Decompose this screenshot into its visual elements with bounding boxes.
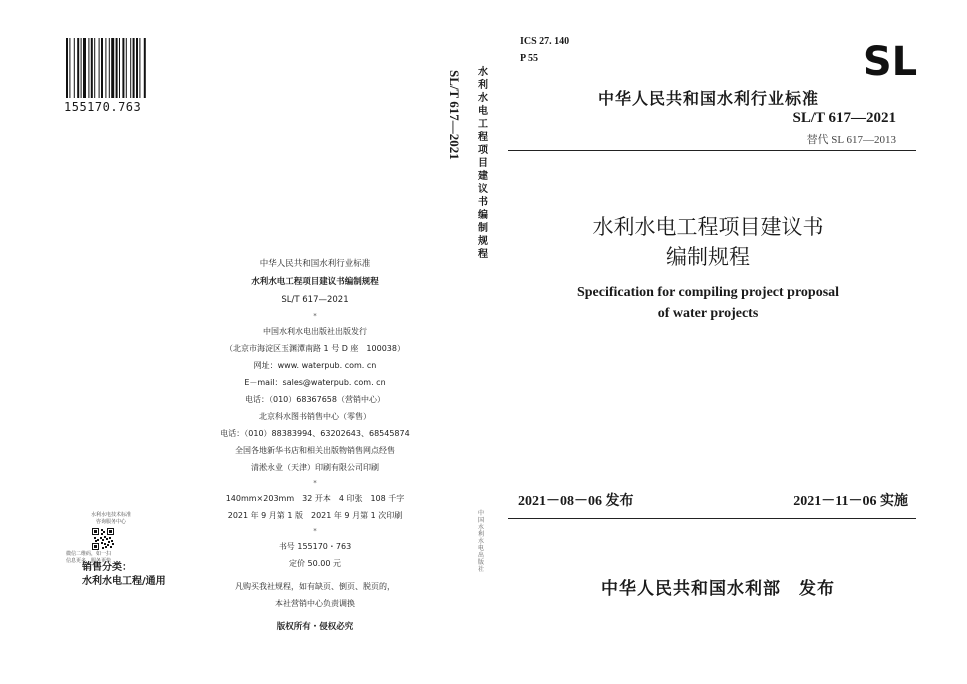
title-chinese-line-1: 水利水电工程项目建议书 [592,215,824,239]
footer-rule [508,518,916,519]
imprint-email: E－mail：sales@waterpub. com. cn [244,378,386,387]
standard-category: 中华人民共和国水利行业标准 [598,89,820,108]
imprint-separator: * [313,527,317,535]
qr-caption-bottom: 微信二维码，如一扫 信息更多，服务更快 [66,551,112,564]
title-chinese-line-2: 编制规程 [666,245,750,269]
imprint-distributor: 北京科水图书销售中心（零售） [259,412,371,421]
spine-title [476,66,490,261]
imprint-notice-1: 凡购买我社规程，如有缺页、倒页、脱页的， [235,582,395,591]
imprint-copyright: 版权所有・侵权必究 [276,622,354,632]
sl-logo-text: SL [862,40,918,80]
spine-title-char: 目 [478,158,488,169]
spine-title-char: 程 [478,249,488,260]
spine-title-char: 水 [478,93,488,104]
imprint-website: 网址：www. waterpub. com. cn [253,361,377,370]
qr-caption-top: 水利水电技术标准 咨询服务中心 [90,512,131,525]
title-chinese [508,212,908,272]
p-class: P 55 [520,53,539,64]
spine-title-char: 水 [478,67,488,78]
spine-title-char: 项 [478,145,488,156]
spine-title-char: 程 [478,132,488,143]
imprint-title: 水利水电工程项目建议书编制规程 [251,277,379,287]
spine-publisher: 中国水利水电出版社 [478,510,485,573]
qr-code-icon [92,528,114,550]
standard-replaces: 替代 SL 617—2013 [806,134,896,146]
spine-code-text: SL/T 617—2021 [447,70,462,160]
header-rule [508,150,916,151]
imprint-edition: 2021 年 9 月第 1 版 2021 年 9 月第 1 次印刷 [227,511,403,520]
standard-code: SL/T 617—2021 [792,110,896,126]
spine-title-char: 书 [478,197,488,208]
imprint-distributor-phone: 电话：（010）88383994、63202643、68545874 [220,429,410,438]
title-english-line-2: of water projects [657,306,759,321]
spine-code [446,70,480,170]
imprint-address: （北京市海淀区玉渊潭南路 1 号 D 座 100038） [225,344,405,353]
imprint-org: 中华人民共和国水利行业标准 [259,259,371,269]
barcode [64,38,186,98]
sales-category-label: 销售分类： [82,562,132,573]
imprint-printer: 清淞永业（天津）印刷有限公司印刷 [251,463,379,472]
imprint-notice-2: 本社营销中心负责调换 [275,599,355,608]
imprint-book-number: 书号 155170・763 [278,542,352,551]
imprint-phone: 电话：（010）68367658（营销中心） [245,395,385,404]
implementation-date: 2021－11－06 实施 [793,494,908,509]
imprint-separator: * [313,312,317,320]
spine-title-char: 电 [478,106,488,117]
imprint-separator: * [313,479,317,487]
spine-title-char: 编 [478,210,488,221]
spine-title-char: 制 [478,223,488,234]
spine-title-char: 议 [478,184,488,195]
barcode-number: 155170.763 [64,100,142,114]
sales-category-value: 水利水电工程/通用 [82,576,166,587]
sl-logo [852,40,928,80]
imprint-column [190,255,440,636]
imprint-code: SL/T 617—2021 [281,295,349,305]
spine-title-char: 建 [478,171,488,182]
spine-title-char: 规 [478,236,488,247]
imprint-specs: 140mm×203mm 32 开本 4 印张 108 千字 [225,494,405,503]
imprint-publisher: 中国水利水电出版社出版发行 [263,327,367,336]
issue-date: 2021－08－06 发布 [518,494,634,509]
spine-title-char: 工 [478,119,488,130]
issuer: 中华人民共和国水利部 发布 [601,579,835,599]
ics-code: ICS 27. 140 [520,36,570,47]
imprint-distribution: 全国各地新华书店和相关出版物销售网点经售 [235,446,395,455]
title-english [508,282,908,324]
spine-title-char: 利 [478,80,488,91]
imprint-price: 定价 50.00 元 [289,559,341,568]
title-english-line-1: Specification for compiling project proposal [576,285,840,300]
